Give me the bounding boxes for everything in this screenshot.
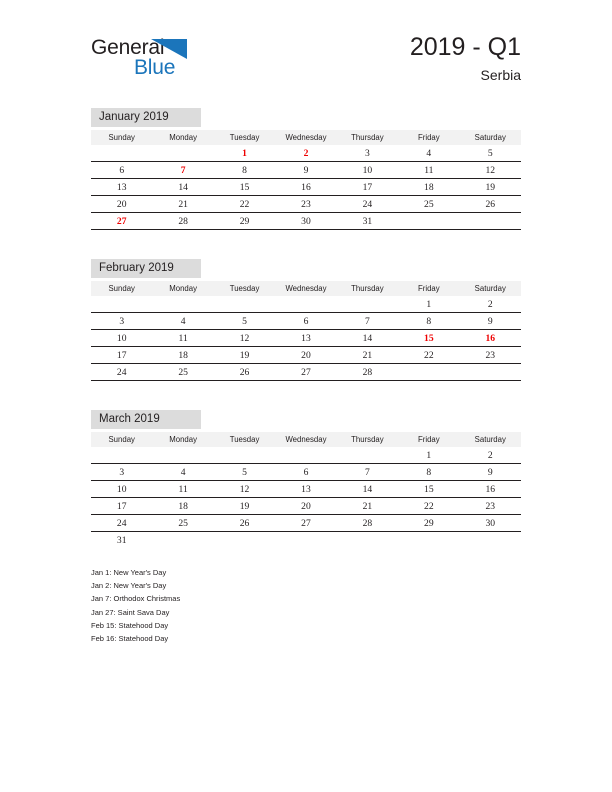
- calendar-day-cell: 6: [91, 162, 152, 179]
- calendar-day-cell: 25: [152, 515, 213, 532]
- calendar-day-cell: 13: [275, 481, 336, 498]
- holiday-list-item: Jan 2: New Year's Day: [91, 581, 167, 591]
- calendar-cell-empty: [214, 532, 275, 549]
- calendar-day-cell: 30: [275, 213, 336, 230]
- calendar-day-cell: 8: [398, 464, 459, 481]
- calendar-day-cell: 9: [460, 464, 521, 481]
- calendar-week-row: [91, 296, 521, 313]
- calendar-cell-empty: [398, 213, 459, 230]
- calendar-day-cell: 30: [460, 515, 521, 532]
- calendar-day-cell: 2: [303, 147, 309, 159]
- calendar-day-cell: 3: [91, 464, 152, 481]
- calendar-cell-empty: [337, 296, 398, 313]
- calendar-day-cell: 10: [337, 162, 398, 179]
- calendar-day-cell: 1: [426, 449, 432, 461]
- holiday-list-item: Jan 1: New Year's Day: [91, 568, 167, 577]
- calendar-day-cell: 9: [460, 313, 521, 330]
- month-title: January 2019: [91, 108, 201, 127]
- calendar-day-cell: 25: [152, 364, 213, 381]
- calendar-week-row: [91, 498, 521, 515]
- calendar-week-row: [91, 213, 521, 230]
- brand-logo: [91, 36, 271, 82]
- calendar-cell-empty: [337, 447, 398, 464]
- calendar-day-cell: 18: [152, 347, 213, 364]
- title-block: [410, 33, 521, 85]
- calendar-day-cell: 29: [214, 213, 275, 230]
- calendar-day-cell: 21: [337, 498, 398, 515]
- calendar-day-cell: 6: [275, 313, 336, 330]
- calendar-week-row: [91, 364, 521, 381]
- calendar-week-row: [91, 162, 521, 179]
- calendar-cell-empty: [275, 447, 336, 464]
- calendar-day-cell: 28: [337, 364, 398, 381]
- calendar-table: [91, 130, 521, 230]
- calendar-day-cell: 3: [365, 147, 370, 159]
- weekday-header-wednesday: Wednesday: [275, 281, 336, 296]
- calendar-day-cell: 26: [214, 364, 275, 381]
- calendar-cell-empty: [275, 532, 336, 549]
- calendar-day-cell: 12: [214, 330, 275, 347]
- weekday-header-row: [91, 281, 521, 296]
- month-block-march: [91, 410, 521, 548]
- calendar-day-cell: 24: [91, 515, 152, 532]
- calendar-day-cell: 18: [398, 179, 459, 196]
- weekday-header-thursday: Thursday: [337, 432, 398, 447]
- month-block-january: [91, 108, 521, 230]
- holiday-list-item: Feb 15: Statehood Day: [91, 620, 169, 630]
- calendar-day-cell: 19: [214, 498, 275, 515]
- calendar-day-cell: 24: [337, 196, 398, 213]
- calendar-day-cell: 11: [398, 162, 459, 179]
- calendar-day-cell: 11: [152, 481, 213, 498]
- calendar-day-cell: 26: [460, 196, 521, 213]
- calendar-day-cell: 14: [337, 330, 398, 347]
- calendar-cell-empty: [91, 447, 152, 464]
- weekday-header-monday: Monday: [152, 432, 213, 447]
- holiday-list-item: Feb 16: Statehood Day: [91, 634, 169, 644]
- calendar-day-cell: 7: [152, 162, 213, 179]
- calendar-day-cell: 4: [152, 313, 213, 330]
- calendar-day-cell: 26: [214, 515, 275, 532]
- calendar-day-cell: 7: [337, 313, 398, 330]
- weekday-header-row: [91, 432, 521, 447]
- calendar-day-cell: 6: [275, 464, 336, 481]
- weekday-header-sunday: Sunday: [91, 432, 152, 447]
- calendar-day-cell: 1: [242, 147, 247, 159]
- calendar-day-cell: 23: [460, 347, 521, 364]
- calendar-day-cell: 4: [152, 464, 213, 481]
- calendar-day-cell: 25: [398, 196, 459, 213]
- calendar-day-cell: 15: [214, 179, 275, 196]
- calendar-day-cell: 20: [275, 498, 336, 515]
- calendar-cell-empty: [91, 145, 152, 162]
- calendar-cell-empty: [337, 532, 398, 549]
- calendar-day-cell: 28: [337, 515, 398, 532]
- calendar-week-row: [91, 532, 521, 549]
- calendar-day-cell: 9: [275, 162, 336, 179]
- calendar-day-cell: 5: [214, 464, 275, 481]
- calendar-cell-empty: [152, 532, 213, 549]
- holiday-list: [91, 566, 391, 645]
- calendar-day-cell: 14: [337, 481, 398, 498]
- calendar-day-cell: 5: [487, 147, 493, 159]
- calendar-day-cell: 22: [214, 196, 275, 213]
- calendar-day-cell: 22: [398, 347, 459, 364]
- calendar-day-cell: 23: [275, 196, 336, 213]
- calendar-week-row: [91, 313, 521, 330]
- weekday-header-wednesday: Wednesday: [275, 432, 336, 447]
- calendar-day-cell: 1: [426, 298, 432, 310]
- calendar-day-cell: 18: [152, 498, 213, 515]
- calendar-cell-empty: [91, 296, 152, 313]
- month-title: February 2019: [91, 259, 201, 278]
- brand-logo-general-text: General: [91, 36, 165, 59]
- calendar-day-cell: 3: [91, 313, 152, 330]
- weekday-header-friday: Friday: [398, 281, 459, 296]
- calendar-day-cell: 27: [275, 364, 336, 381]
- calendar-day-cell: 24: [91, 364, 152, 381]
- calendar-day-cell: 8: [214, 162, 275, 179]
- calendar-week-row: [91, 447, 521, 464]
- calendar-day-cell: 17: [91, 347, 152, 364]
- holiday-list-item: Jan 7: Orthodox Christmas: [91, 594, 181, 604]
- calendar-day-cell: 10: [91, 481, 152, 498]
- calendar-day-cell: 20: [91, 196, 152, 213]
- weekday-header-tuesday: Tuesday: [214, 130, 275, 145]
- calendar-day-cell: 20: [275, 347, 336, 364]
- calendar-cell-empty: [460, 213, 521, 230]
- calendar-week-row: [91, 179, 521, 196]
- page-header: [0, 0, 612, 100]
- calendar-cell-empty: [398, 364, 459, 381]
- calendar-day-cell: 15: [398, 330, 459, 347]
- page-subtitle: Serbia: [480, 67, 521, 83]
- calendar-day-cell: 31: [337, 213, 398, 230]
- calendar-day-cell: 12: [214, 481, 275, 498]
- weekday-header-tuesday: Tuesday: [214, 281, 275, 296]
- weekday-header-monday: Monday: [152, 130, 213, 145]
- calendar-day-cell: 21: [152, 196, 213, 213]
- page-title: 2019 - Q1: [409, 33, 521, 61]
- calendar-day-cell: 7: [337, 464, 398, 481]
- calendar-week-row: [91, 196, 521, 213]
- weekday-header-thursday: Thursday: [337, 130, 398, 145]
- calendar-day-cell: 8: [398, 313, 459, 330]
- calendar-day-cell: 21: [337, 347, 398, 364]
- calendar-day-cell: 19: [460, 179, 521, 196]
- weekday-header-saturday: Saturday: [460, 281, 521, 296]
- holiday-list-item: Jan 27: Saint Sava Day: [91, 607, 170, 617]
- weekday-header-saturday: Saturday: [460, 130, 521, 145]
- calendar-cell-empty: [275, 296, 336, 313]
- calendar-day-cell: 16: [460, 481, 521, 498]
- calendar-day-cell: 29: [398, 515, 459, 532]
- calendar-week-row: [91, 330, 521, 347]
- weekday-header-saturday: Saturday: [460, 432, 521, 447]
- weekday-header-thursday: Thursday: [337, 281, 398, 296]
- calendar-day-cell: 28: [152, 213, 213, 230]
- calendar-cell-empty: [460, 364, 521, 381]
- calendar-day-cell: 14: [152, 179, 213, 196]
- calendar-day-cell: 17: [91, 498, 152, 515]
- weekday-header-tuesday: Tuesday: [214, 432, 275, 447]
- month-title: March 2019: [91, 410, 201, 429]
- calendar-day-cell: 4: [426, 147, 432, 159]
- weekday-header-wednesday: Wednesday: [275, 130, 336, 145]
- month-block-february: [91, 259, 521, 381]
- weekday-header-friday: Friday: [398, 432, 459, 447]
- calendar-day-cell: 13: [91, 179, 152, 196]
- calendar-week-row: [91, 481, 521, 498]
- calendar-day-cell: 23: [460, 498, 521, 515]
- calendar-day-cell: 2: [487, 298, 493, 310]
- calendar-table: [91, 281, 521, 381]
- calendar-day-cell: 31: [91, 532, 152, 549]
- calendar-cell-empty: [214, 296, 275, 313]
- calendar-cell-empty: [398, 532, 459, 549]
- calendar-day-cell: 16: [460, 330, 521, 347]
- calendar-day-cell: 11: [152, 330, 213, 347]
- calendar-cell-empty: [460, 532, 521, 549]
- calendar-cell-empty: [152, 145, 213, 162]
- calendar-day-cell: 10: [91, 330, 152, 347]
- brand-triangle-icon: [151, 39, 187, 59]
- calendar-day-cell: 19: [214, 347, 275, 364]
- weekday-header-monday: Monday: [152, 281, 213, 296]
- weekday-header-row: [91, 130, 521, 145]
- weekday-header-sunday: Sunday: [91, 130, 152, 145]
- calendar-day-cell: 22: [398, 498, 459, 515]
- calendar-day-cell: 13: [275, 330, 336, 347]
- calendar-week-row: [91, 464, 521, 481]
- calendar-week-row: [91, 347, 521, 364]
- calendar-week-row: [91, 515, 521, 532]
- calendar-day-cell: 27: [275, 515, 336, 532]
- calendar-day-cell: 17: [337, 179, 398, 196]
- weekday-header-sunday: Sunday: [91, 281, 152, 296]
- calendar-table: [91, 432, 521, 548]
- calendar-day-cell: 5: [214, 313, 275, 330]
- calendar-day-cell: 15: [398, 481, 459, 498]
- calendar-cell-empty: [152, 296, 213, 313]
- calendar-cell-empty: [152, 447, 213, 464]
- calendar-day-cell: 2: [487, 449, 493, 461]
- calendar-day-cell: 12: [460, 162, 521, 179]
- calendar-cell-empty: [214, 447, 275, 464]
- calendar-day-cell: 27: [91, 213, 152, 230]
- calendar-day-cell: 16: [275, 179, 336, 196]
- brand-logo-blue-text: Blue: [134, 56, 176, 79]
- weekday-header-friday: Friday: [398, 130, 459, 145]
- calendar-week-row: [91, 145, 521, 162]
